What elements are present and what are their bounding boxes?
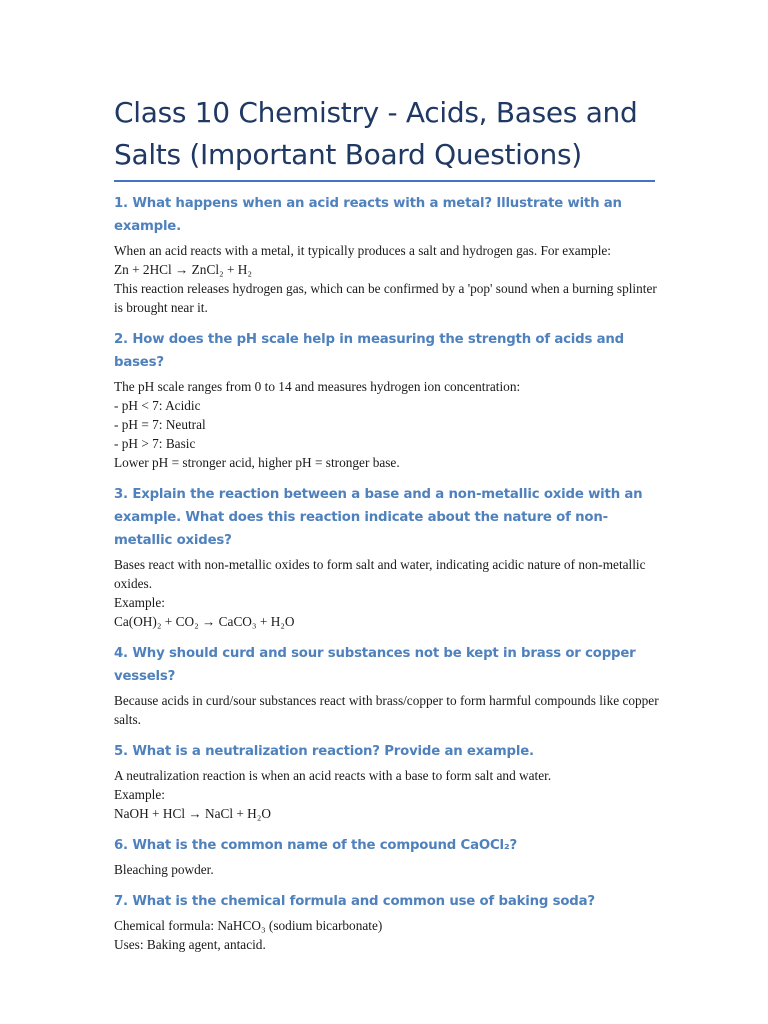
answer-list-item: - pH > 7: Basic (114, 436, 196, 451)
question-heading: 7. What is the chemical formula and common use of baking soda? (114, 894, 595, 909)
answer-text: Because acids in curd/sour substances react with brass/copper to form harmful compounds like copper salts. (114, 693, 659, 727)
answer-text: Bases react with non-metallic oxides to form salt and water, indicating acidic nature of non-metallic oxides. (114, 557, 646, 591)
question-block-7 (114, 890, 659, 954)
answer-list-item: - pH < 7: Acidic (114, 398, 201, 413)
answer-text: This reaction releases hydrogen gas, which can be confirmed by a 'pop' sound when a burning splinter is brought near it. (114, 281, 657, 315)
question-block-2 (114, 328, 659, 472)
answer-text: When an acid reacts with a metal, it typically produces a salt and hydrogen gas. For example: (114, 243, 611, 258)
answer-text: Uses: Baking agent, antacid. (114, 937, 266, 952)
question-heading: 5. What is a neutralization reaction? Provide an example. (114, 744, 534, 759)
answer-text: Chemical formula: NaHCO₃ (sodium bicarbonate) (114, 918, 383, 933)
answer-equation: NaOH + HCl → NaCl + H₂O (114, 806, 272, 821)
answer-text: Example: (114, 787, 165, 802)
title-underline (114, 180, 655, 182)
question-block-1 (114, 192, 659, 317)
question-block-6 (114, 834, 659, 879)
answer-text: Bleaching powder. (114, 862, 214, 877)
answer-text: Lower pH = stronger acid, higher pH = stronger base. (114, 455, 400, 470)
question-block-4 (114, 642, 659, 729)
question-heading: 6. What is the common name of the compound CaOCl₂? (114, 838, 518, 853)
question-heading: 4. Why should curd and sour substances not be kept in brass or copper vessels? (114, 646, 636, 684)
answer-text: Example: (114, 595, 165, 610)
answer-equation: Zn + 2HCl → ZnCl₂ + H₂ (114, 262, 253, 277)
question-block-3 (114, 483, 659, 631)
question-heading: 3. Explain the reaction between a base and a non-metallic oxide with an example. What does this reaction indicate about the nature of non-metallic oxides? (114, 487, 643, 548)
question-heading: 1. What happens when an acid reacts with a metal? Illustrate with an example. (114, 196, 622, 234)
answer-text: A neutralization reaction is when an acid reacts with a base to form salt and water. (114, 768, 552, 783)
document-title: Class 10 Chemistry - Acids, Bases and Salts (Important Board Questions) (114, 96, 638, 171)
question-block-5 (114, 740, 659, 823)
document-content (114, 192, 659, 965)
question-heading: 2. How does the pH scale help in measuring the strength of acids and bases? (114, 332, 624, 370)
answer-list-item: - pH = 7: Neutral (114, 417, 206, 432)
answer-equation: Ca(OH)₂ + CO₂ → CaCO₃ + H₂O (114, 614, 295, 629)
answer-text: The pH scale ranges from 0 to 14 and measures hydrogen ion concentration: (114, 379, 521, 394)
